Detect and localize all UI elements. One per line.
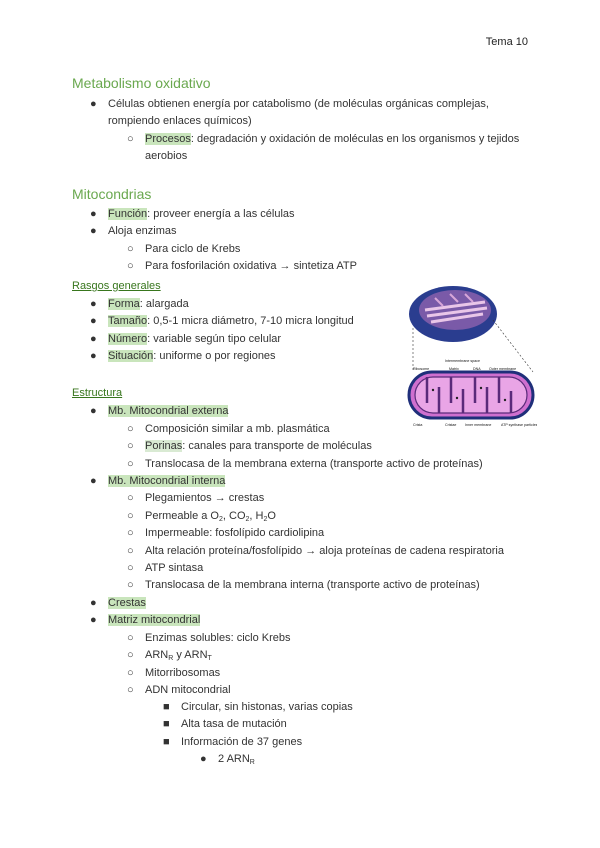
bullet-icon: ● bbox=[90, 315, 97, 327]
circle-bullet-icon: ○ bbox=[127, 579, 134, 591]
list-item: ● Tamaño: 0,5-1 micra diámetro, 7-10 micra longitud bbox=[90, 313, 354, 330]
highlight-key: Función bbox=[108, 208, 148, 220]
circle-bullet-icon: ○ bbox=[127, 458, 134, 470]
list-item: ○ Translocasa de la membrana externa (transporte activo de proteínas) bbox=[127, 456, 483, 473]
circle-bullet-icon: ○ bbox=[127, 527, 134, 539]
list-item-continuation: rompiendo enlaces químicos) bbox=[108, 115, 252, 127]
list-item bbox=[90, 403, 228, 420]
square-bullet-icon: ■ bbox=[163, 718, 170, 730]
mitochondrion-illustration bbox=[405, 280, 537, 442]
circle-bullet-icon: ○ bbox=[127, 440, 134, 452]
list-item: ■ Información de 37 genes bbox=[163, 734, 302, 751]
list-item: ○ ATP sintasa bbox=[127, 560, 203, 577]
list-item: ● Aloja enzimas bbox=[90, 223, 176, 240]
bullet-icon: ● bbox=[200, 753, 207, 765]
list-item: ● Forma: alargada bbox=[90, 296, 189, 313]
circle-bullet-icon: ○ bbox=[127, 562, 134, 574]
highlight-key: Mb. Mitocondrial interna bbox=[108, 475, 226, 487]
bullet-icon: ● bbox=[90, 333, 97, 345]
bullet-icon: ● bbox=[90, 475, 97, 487]
list-item: ○ Procesos: degradación y oxidación de moléculas en los organismos y tejidos bbox=[127, 131, 519, 148]
list-item: ● Número: variable según tipo celular bbox=[90, 331, 281, 348]
section-title-rasgos: Rasgos generales bbox=[72, 280, 161, 292]
bullet-icon: ● bbox=[90, 208, 97, 220]
list-item: ■ Circular, sin histonas, varias copias bbox=[163, 699, 353, 716]
list-item: ● Situación: uniforme o por regiones bbox=[90, 348, 276, 365]
section-title-estructura: Estructura bbox=[72, 387, 123, 399]
circle-bullet-icon: ○ bbox=[127, 133, 134, 145]
circle-bullet-icon: ○ bbox=[127, 649, 134, 661]
circle-bullet-icon: ○ bbox=[127, 260, 134, 272]
bullet-icon: ● bbox=[90, 405, 97, 417]
circle-bullet-icon: ○ bbox=[127, 510, 134, 522]
label-ribosome: Ribosome bbox=[413, 367, 430, 371]
list-item: ○ Alta relación proteína/fosfolípido → aloja proteínas de cadena respiratoria bbox=[127, 543, 504, 560]
list-item bbox=[90, 612, 200, 629]
list-item: ○ Para fosforilación oxidativa → sintetiza ATP bbox=[127, 258, 357, 275]
highlight-key: Número bbox=[108, 333, 148, 345]
circle-bullet-icon: ○ bbox=[127, 243, 134, 255]
highlight-key: Matriz mitocondrial bbox=[108, 614, 201, 626]
highlight-key: Mb. Mitocondrial externa bbox=[108, 405, 229, 417]
label-crista: Crista bbox=[413, 423, 423, 427]
list-item: ■ Alta tasa de mutación bbox=[163, 716, 287, 733]
list-item: ○ Permeable a $O_2$, $CO_2$, $H_2O$ bbox=[127, 510, 276, 523]
list-item: ○ ADN mitocondrial bbox=[127, 682, 231, 699]
circle-bullet-icon: ○ bbox=[127, 423, 134, 435]
list-item: ○ Translocasa de la membrana interna (transporte activo de proteínas) bbox=[127, 577, 480, 594]
circle-bullet-icon: ○ bbox=[127, 545, 134, 557]
bullet-icon: ● bbox=[90, 225, 97, 237]
label-cristae: Cristae bbox=[445, 423, 457, 427]
highlight-key: Crestas bbox=[108, 597, 146, 609]
label-atp: ATP synthase particles bbox=[501, 423, 537, 427]
list-item: ○ $ARN_R$ y $ARN_T$ bbox=[127, 649, 212, 662]
highlight-key: Forma bbox=[108, 298, 140, 310]
square-bullet-icon: ■ bbox=[163, 736, 170, 748]
highlight-key: Situación bbox=[108, 350, 154, 362]
list-item: ● Células obtienen energía por catabolismo (de moléculas orgánicas complejas, bbox=[90, 96, 489, 113]
header-tema: Tema 10 bbox=[485, 36, 528, 48]
label-ims: Intermembrane space bbox=[445, 359, 480, 363]
list-item: ○ Porinas: canales para transporte de moléculas bbox=[127, 438, 372, 455]
list-item: ○ Enzimas solubles: ciclo Krebs bbox=[127, 630, 291, 647]
circle-bullet-icon: ○ bbox=[127, 667, 134, 679]
section-title-metabolismo: Metabolismo oxidativo bbox=[72, 75, 211, 91]
list-item: ○ Mitorribosomas bbox=[127, 665, 220, 682]
highlight-key: Tamaño bbox=[108, 315, 148, 327]
bullet-icon: ● bbox=[90, 597, 97, 609]
circle-bullet-icon: ○ bbox=[127, 492, 134, 504]
highlight-key: Procesos bbox=[145, 133, 191, 145]
list-item: ○ Plegamientos → crestas bbox=[127, 490, 264, 507]
bullet-icon: ● bbox=[90, 350, 97, 362]
section-title-mitocondrias: Mitocondrias bbox=[72, 186, 152, 202]
list-item bbox=[90, 473, 225, 490]
label-dna: DNA bbox=[473, 367, 481, 371]
square-bullet-icon: ■ bbox=[163, 701, 170, 713]
circle-bullet-icon: ○ bbox=[127, 684, 134, 696]
mitochondrion-figure bbox=[405, 280, 537, 442]
list-item: ● 2 $ARN_R$ bbox=[200, 753, 255, 766]
list-item bbox=[90, 595, 146, 612]
label-outer: Outer membrane bbox=[489, 367, 517, 371]
highlight-key: Porinas bbox=[145, 440, 183, 452]
list-item-continuation: aerobios bbox=[145, 150, 188, 162]
list-item: ○ Impermeable: fosfolípido cardiolipina bbox=[127, 525, 324, 542]
circle-bullet-icon: ○ bbox=[127, 632, 134, 644]
bullet-icon: ● bbox=[90, 98, 97, 110]
label-matrix: Matrix bbox=[449, 367, 459, 371]
list-item: ○ Para ciclo de Krebs bbox=[127, 241, 240, 258]
label-inner: Inner membrane bbox=[465, 423, 492, 427]
list-item: ○ Composición similar a mb. plasmática bbox=[127, 421, 330, 438]
bullet-icon: ● bbox=[90, 614, 97, 626]
list-item: ● Función: proveer energía a las células bbox=[90, 206, 295, 223]
bullet-icon: ● bbox=[90, 298, 97, 310]
